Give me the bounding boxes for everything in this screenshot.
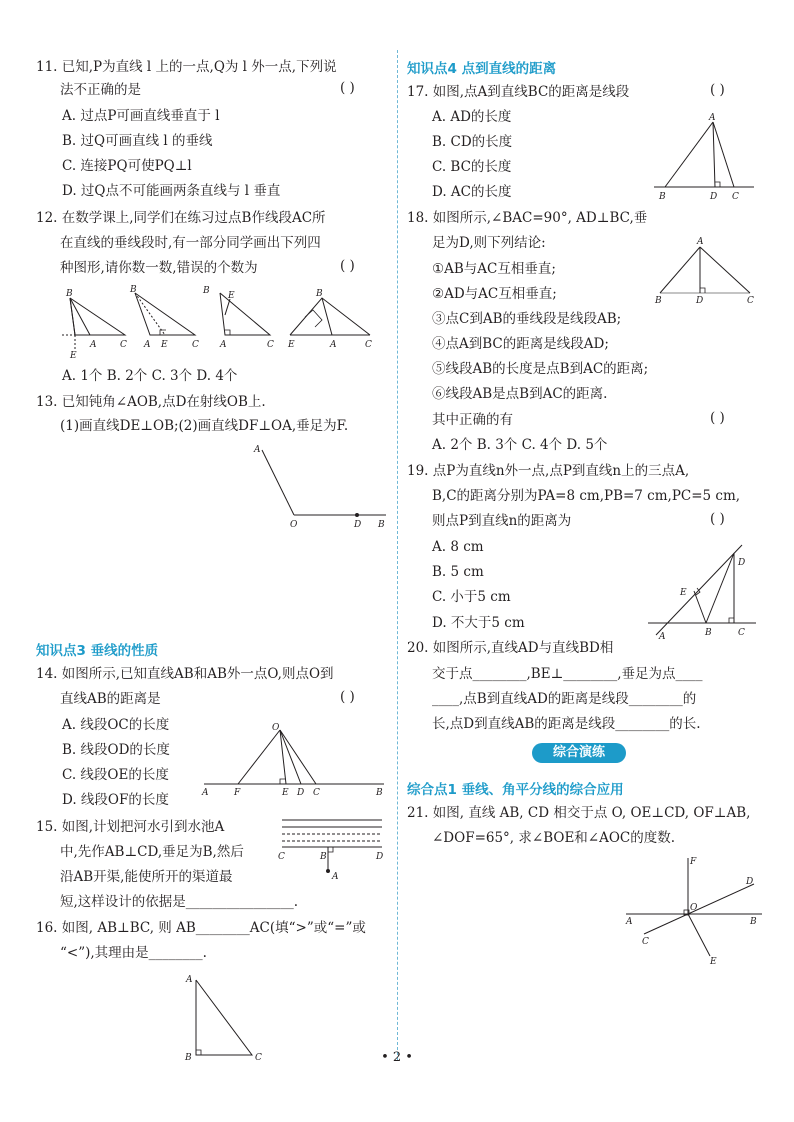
- section-knowledge-point-4: 知识点4 点到直线的距离: [407, 61, 557, 77]
- q16-figure: [180, 968, 270, 1063]
- q18-statement-6: ⑥线段AB是点B到AC的距离.: [432, 386, 608, 402]
- q18-figure: [650, 233, 760, 305]
- q21-stem-line2: ∠DOF=65°, 求∠BOE和∠AOC的度数.: [432, 830, 676, 846]
- q18-statement-1: ①AB与AC互相垂直;: [432, 261, 556, 277]
- q15-figure: [278, 815, 388, 885]
- fig14-label-o: O: [272, 723, 280, 733]
- q12-answer-paren: ( ): [340, 258, 355, 274]
- fig17-label-c: C: [732, 192, 739, 202]
- q17-figure: [650, 110, 760, 205]
- fig17-label-a: A: [709, 113, 716, 123]
- fig14-label-c: C: [313, 788, 320, 798]
- q18-statement-4: ④点A到BC的距离是线段AD;: [432, 336, 609, 352]
- q18-statement-3: ③点C到AB的垂线段是线段AB;: [432, 311, 622, 327]
- fig18-label-a: A: [697, 237, 704, 247]
- q21-stem-line1: 21. 如图, 直线 AB, CD 相交于点 O, OE⊥CD, OF⊥AB,: [407, 805, 751, 821]
- q15-stem-line2: 中,先作AB⊥CD,垂足为B,然后: [60, 844, 244, 860]
- comprehensive-practice-banner: [532, 743, 626, 763]
- fig12-2-label-c: C: [192, 340, 199, 350]
- fig12-3-label-e: E: [228, 291, 235, 301]
- fig12-4-label-a: A: [330, 340, 337, 350]
- q20-stem-line2: 交于点________,BE⊥________,垂足为点____: [432, 666, 703, 682]
- q15-stem-line3: 沿AB开渠,能使所开的渠道最: [60, 869, 233, 885]
- q18-statement-2: ②AD与AC互相垂直;: [432, 286, 557, 302]
- q15-stem-line4: 短,这样设计的依据是________________.: [60, 894, 299, 910]
- page-number: • 2 •: [381, 1050, 413, 1065]
- q20-stem-line3: ____,点B到直线AD的距离是线段________的: [432, 691, 697, 707]
- q19-stem-line1: 19. 点P为直线n外一点,点P到直线n上的三点A,: [407, 463, 690, 479]
- q16-stem-line2: “<”),其理由是________.: [60, 945, 207, 961]
- fig13-label-b: B: [378, 520, 385, 530]
- q11-answer-paren: ( ): [340, 80, 355, 96]
- q17-stem: 17. 如图,点A到直线BC的距离是线段: [407, 84, 630, 100]
- q13-stem-line1: 13. 已知钝角∠AOB,点D在射线OB上.: [36, 394, 266, 410]
- fig12-1-label-b: B: [66, 289, 73, 299]
- fig18-label-b: B: [655, 296, 662, 306]
- q12-figures: [60, 285, 380, 360]
- fig12-1-label-e: E: [70, 351, 77, 361]
- q19-option-d: D. 不大于5 cm: [432, 615, 525, 631]
- fig12-3-label-b: B: [203, 286, 210, 296]
- fig21-label-o: O: [690, 903, 698, 913]
- q11-option-d: D. 过Q点不可能画两条直线与 l 垂直: [62, 183, 281, 199]
- q19-stem-line2: B,C的距离分别为PA=8 cm,PB=7 cm,PC=5 cm,: [432, 488, 741, 504]
- q12-options: A. 1个 B. 2个 C. 3个 D. 4个: [62, 368, 238, 384]
- banner-label: 综合演练: [552, 745, 605, 760]
- q19-stem-line3: 则点P到直线n的距离为: [432, 513, 572, 529]
- fig12-2-label-e: E: [161, 340, 168, 350]
- q18-question: 其中正确的有: [432, 412, 513, 428]
- fig12-1-label-c: C: [120, 340, 127, 350]
- q11-stem-line1: 11. 已知,P为直线 l 上的一点,Q为 l 外一点,下列说: [36, 59, 337, 75]
- q19-option-c: C. 小于5 cm: [432, 589, 511, 605]
- q13-figure: [240, 440, 395, 530]
- fig12-4-label-b: B: [316, 289, 323, 299]
- q14-answer-paren: ( ): [340, 689, 355, 705]
- section-comprehensive-point-1: 综合点1 垂线、角平分线的综合应用: [407, 782, 624, 798]
- fig18-label-d: D: [696, 296, 704, 306]
- q14-option-d: D. 线段OF的长度: [62, 792, 169, 808]
- fig12-2-label-a: A: [144, 340, 151, 350]
- fig12-3-label-c: C: [267, 340, 274, 350]
- fig14-label-b: B: [376, 788, 383, 798]
- q11-option-a: A. 过点P可画直线垂直于 l: [62, 108, 220, 124]
- fig19-label-e: E: [680, 588, 687, 598]
- q12-stem-line2: 在直线的垂线段时,有一部分同学画出下列四: [60, 235, 321, 251]
- q19-20-figure: [646, 543, 758, 643]
- fig12-1-label-a: A: [90, 340, 97, 350]
- fig15-label-d: D: [376, 852, 384, 862]
- section-knowledge-point-3: 知识点3 垂线的性质: [36, 643, 159, 659]
- fig12-4-label-e: E: [288, 340, 295, 350]
- q11-stem-line2: 法不正确的是: [60, 82, 141, 98]
- fig13-label-o: O: [290, 520, 298, 530]
- q18-options: A. 2个 B. 3个 C. 4个 D. 5个: [432, 437, 608, 453]
- fig21-label-a: A: [626, 917, 633, 927]
- q20-stem-line1: 20. 如图所示,直线AD与直线BD相: [407, 640, 614, 656]
- q17-option-a: A. AD的长度: [432, 109, 512, 125]
- fig16-label-a: A: [186, 975, 193, 985]
- q17-option-c: C. BC的长度: [432, 159, 512, 175]
- q18-answer-paren: ( ): [710, 410, 725, 426]
- fig13-label-a: A: [254, 445, 261, 455]
- fig12-4-label-c: C: [365, 340, 372, 350]
- fig14-label-f: F: [234, 788, 241, 798]
- fig21-label-d: D: [746, 877, 754, 887]
- fig19-label-c: C: [738, 628, 745, 638]
- q14-stem-line2: 直线AB的距离是: [60, 691, 161, 707]
- q11-option-b: B. 过Q可画直线 l 的垂线: [62, 133, 213, 149]
- q14-option-c: C. 线段OE的长度: [62, 767, 169, 783]
- q20-stem-line4: 长,点D到直线AB的距离是线段________的长.: [432, 716, 701, 732]
- fig15-label-c: C: [278, 852, 285, 862]
- fig21-label-c: C: [642, 937, 649, 947]
- q21-figure: [622, 852, 772, 967]
- q19-option-b: B. 5 cm: [432, 564, 484, 580]
- q13-stem-line2: (1)画直线DE⊥OB;(2)画直线DF⊥OA,垂足为F.: [60, 418, 349, 434]
- column-divider: [397, 50, 398, 1060]
- fig14-label-a: A: [202, 788, 209, 798]
- fig21-label-b: B: [750, 917, 757, 927]
- fig16-label-b: B: [185, 1053, 192, 1063]
- fig18-label-c: C: [747, 296, 754, 306]
- fig12-2-label-b: B: [130, 285, 137, 295]
- q14-option-b: B. 线段OD的长度: [62, 742, 170, 758]
- q12-stem-line3: 种图形,请你数一数,错误的个数为: [60, 260, 258, 276]
- q14-option-a: A. 线段OC的长度: [62, 717, 170, 733]
- q14-stem-line1: 14. 如图所示,已知直线AB和AB外一点O,则点O到: [36, 666, 334, 682]
- fig17-label-d: D: [710, 192, 718, 202]
- fig19-label-b: B: [705, 628, 712, 638]
- fig21-label-e: E: [710, 957, 717, 967]
- q18-statement-5: ⑤线段AB的长度是点B到AC的距离;: [432, 361, 649, 377]
- q14-figure: [198, 718, 388, 798]
- q17-answer-paren: ( ): [710, 82, 725, 98]
- fig12-3-label-a: A: [220, 340, 227, 350]
- fig14-label-e: E: [282, 788, 289, 798]
- fig15-label-b: B: [320, 852, 327, 862]
- q18-stem-line1: 18. 如图所示,∠BAC=90°, AD⊥BC,垂: [407, 210, 648, 226]
- fig13-label-d: D: [354, 520, 362, 530]
- q15-stem-line1: 15. 如图,计划把河水引到水池A: [36, 819, 225, 835]
- fig21-label-f: F: [690, 857, 697, 867]
- fig19-label-d: D: [738, 558, 746, 568]
- q19-answer-paren: ( ): [710, 511, 725, 527]
- q16-stem-line1: 16. 如图, AB⊥BC, 则 AB________AC(填“>”或“=”或: [36, 920, 366, 936]
- fig17-label-b: B: [659, 192, 666, 202]
- fig19-label-a: A: [659, 632, 666, 642]
- q12-stem-line1: 12. 在数学课上,同学们在练习过点B作线段AC所: [36, 210, 326, 226]
- fig14-label-d: D: [297, 788, 305, 798]
- q17-option-d: D. AC的长度: [432, 184, 512, 200]
- q11-option-c: C. 连接PQ可使PQ⊥l: [62, 158, 192, 174]
- q19-option-a: A. 8 cm: [432, 539, 484, 555]
- q17-option-b: B. CD的长度: [432, 134, 513, 150]
- q18-stem-line2: 足为D,则下列结论:: [432, 235, 546, 251]
- fig16-label-c: C: [255, 1053, 262, 1063]
- fig15-label-a: A: [332, 872, 339, 882]
